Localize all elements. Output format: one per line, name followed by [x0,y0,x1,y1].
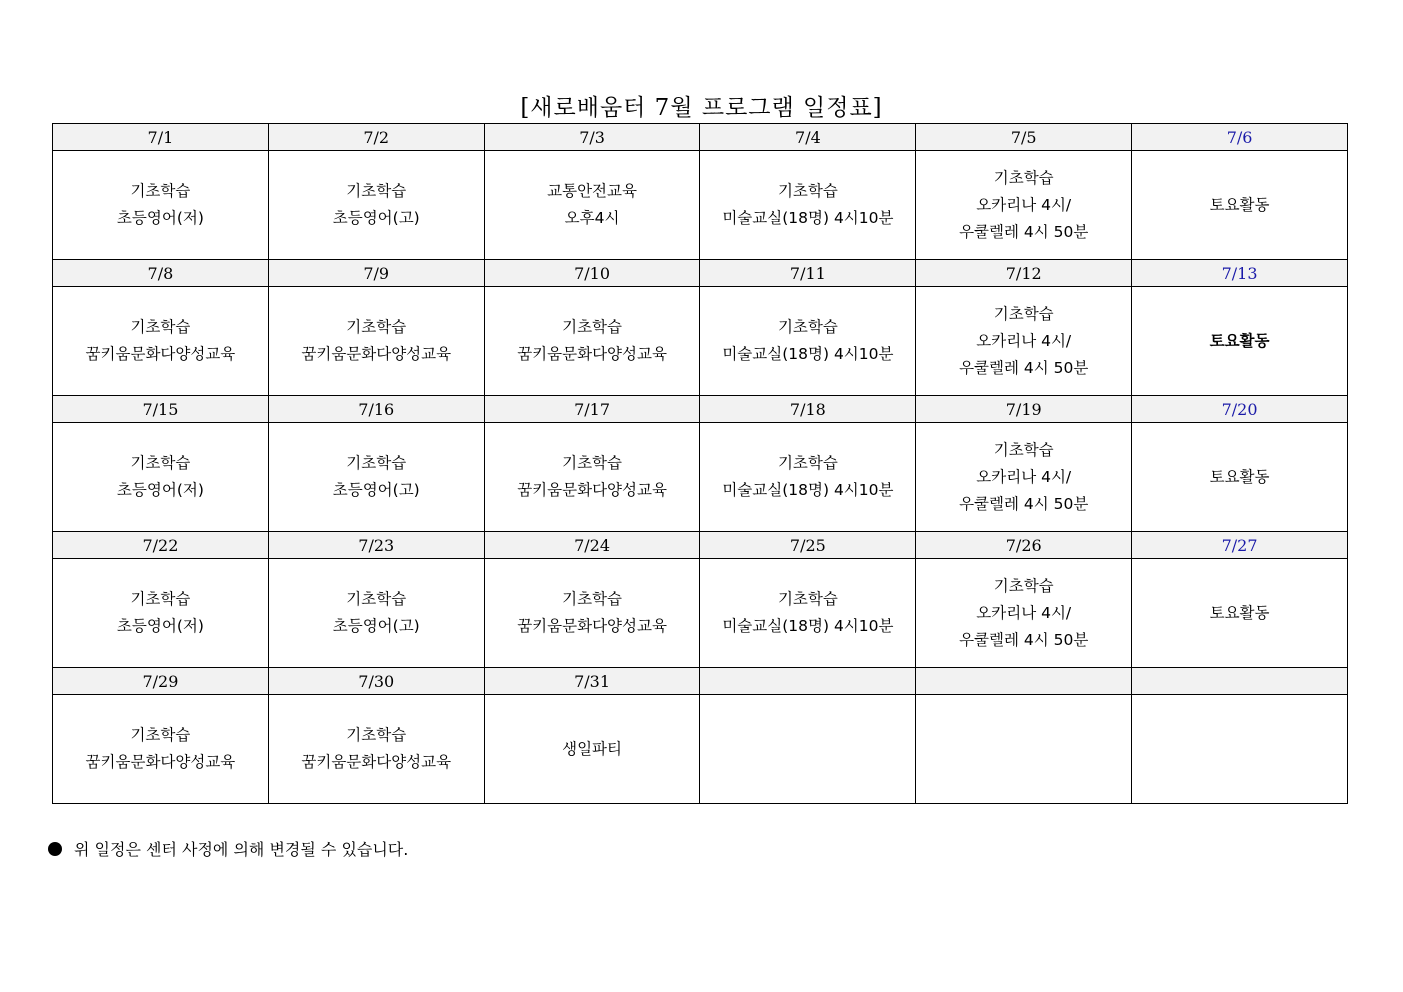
saturday-date-cell: 7/6 [1132,124,1348,151]
program-line: 기초학습 [130,182,191,200]
program-line: 기초학습 [993,304,1054,323]
program-cell [1132,287,1348,396]
program-line: 꿈키움문화다양성교육 [517,481,667,499]
program-line: 기초학습 [346,590,407,608]
program-line: 기초학습 [777,454,838,472]
date-cell: 7/12 [916,260,1132,287]
program-line: 꿈키움문화다양성교육 [85,753,236,771]
date-cell: 7/24 [484,532,700,559]
program-line: 토요활동 [1209,331,1270,350]
program-line: 오카리나 4시/ [976,467,1072,486]
date-cell: 7/25 [700,532,916,559]
date-row [53,260,1348,287]
program-line: 기초학습 [993,168,1054,187]
program-cell [916,151,1132,260]
program-line: 꿈키움문화다양성교육 [301,753,452,771]
program-row [53,287,1348,396]
program-line: 기초학습 [346,318,407,336]
date-cell: 7/29 [53,668,269,695]
date-cell: 7/22 [53,532,269,559]
program-row [53,151,1348,260]
program-cell [1132,151,1348,260]
empty-program-cell [1132,695,1348,804]
program-line: 토요활동 [1209,603,1270,622]
program-cell [484,695,700,804]
program-line: 생일파티 [562,739,623,758]
schedule-note [48,837,408,860]
program-line: 오카리나 4시/ [976,331,1072,350]
program-cell [53,559,269,668]
date-cell: 7/17 [484,396,700,423]
bullet-icon [48,842,62,856]
program-line: 기초학습 [777,590,838,608]
program-line: 초등영어(고) [332,209,420,227]
page-title: [새로배움터 7월 프로그램 일정표] [520,95,883,121]
program-cell [268,695,484,804]
program-cell [53,151,269,260]
program-line: 기초학습 [777,182,838,200]
empty-program-cell [700,695,916,804]
date-cell: 7/2 [268,124,484,151]
program-cell [268,287,484,396]
date-cell: 7/11 [700,260,916,287]
program-line: 초등영어(저) [116,481,204,499]
program-row [53,695,1348,804]
program-line: 꿈키움문화다양성교육 [517,345,667,363]
program-line: 미술교실(18명) 4시10분 [722,481,894,499]
saturday-date-cell: 7/20 [1132,396,1348,423]
empty-date-cell [916,668,1132,695]
program-line: 기초학습 [346,726,407,744]
program-cell [53,423,269,532]
program-cell [1132,423,1348,532]
program-line: 기초학습 [346,182,407,200]
program-line: 우쿨렐레 4시 50분 [959,494,1089,513]
program-row [53,559,1348,668]
program-cell [1132,559,1348,668]
program-line: 기초학습 [993,576,1054,595]
program-line: 기초학습 [130,590,191,608]
program-cell [700,423,916,532]
schedule-table [52,123,1348,804]
empty-date-cell [700,668,916,695]
program-line: 기초학습 [993,440,1054,459]
program-line: 기초학습 [346,454,407,472]
date-cell: 7/3 [484,124,700,151]
date-cell: 7/16 [268,396,484,423]
saturday-date-cell: 7/13 [1132,260,1348,287]
program-line: 초등영어(저) [116,617,204,635]
program-cell [484,559,700,668]
date-cell: 7/10 [484,260,700,287]
program-line: 우쿨렐레 4시 50분 [959,630,1089,649]
program-line: 꿈키움문화다양성교육 [517,617,667,635]
note-text: 위 일정은 센터 사정에 의해 변경될 수 있습니다. [74,840,409,859]
date-cell: 7/23 [268,532,484,559]
date-row [53,668,1348,695]
program-cell [700,151,916,260]
program-line: 오카리나 4시/ [976,603,1072,622]
program-cell [484,423,700,532]
date-cell: 7/1 [53,124,269,151]
date-row [53,396,1348,423]
program-cell [916,423,1132,532]
program-line: 기초학습 [562,454,623,472]
program-cell [916,559,1132,668]
date-cell: 7/18 [700,396,916,423]
program-line: 오후4시 [564,209,620,227]
program-line: 꿈키움문화다양성교육 [301,345,452,363]
date-cell: 7/15 [53,396,269,423]
date-cell: 7/5 [916,124,1132,151]
program-line: 토요활동 [1209,195,1270,214]
empty-date-cell [1132,668,1348,695]
program-line: 미술교실(18명) 4시10분 [722,617,894,635]
date-row [53,532,1348,559]
date-cell: 7/4 [700,124,916,151]
saturday-date-cell: 7/27 [1132,532,1348,559]
program-cell [53,695,269,804]
program-line: 기초학습 [777,318,838,336]
program-cell [700,559,916,668]
program-cell [700,287,916,396]
program-cell [53,287,269,396]
program-line: 미술교실(18명) 4시10분 [722,209,894,227]
program-row [53,423,1348,532]
program-line: 초등영어(고) [332,617,420,635]
date-cell: 7/30 [268,668,484,695]
date-cell: 7/31 [484,668,700,695]
date-cell: 7/19 [916,396,1132,423]
date-cell: 7/8 [53,260,269,287]
program-line: 토요활동 [1209,467,1270,486]
program-line: 오카리나 4시/ [976,195,1072,214]
date-row [53,124,1348,151]
program-line: 기초학습 [562,590,623,608]
program-cell [268,151,484,260]
date-cell: 7/9 [268,260,484,287]
program-line: 기초학습 [562,318,623,336]
date-cell: 7/26 [916,532,1132,559]
program-line: 꿈키움문화다양성교육 [85,345,236,363]
program-line: 우쿨렐레 4시 50분 [959,222,1089,241]
program-cell [916,287,1132,396]
program-line: 기초학습 [130,318,191,336]
program-line: 초등영어(저) [116,209,204,227]
program-line: 우쿨렐레 4시 50분 [959,358,1089,377]
program-line: 미술교실(18명) 4시10분 [722,345,894,363]
program-line: 초등영어(고) [332,481,420,499]
program-line: 기초학습 [130,726,191,744]
empty-program-cell [916,695,1132,804]
program-cell [484,287,700,396]
program-cell [484,151,700,260]
program-cell [268,423,484,532]
program-line: 교통안전교육 [547,182,637,200]
program-line: 기초학습 [130,454,191,472]
program-cell [268,559,484,668]
